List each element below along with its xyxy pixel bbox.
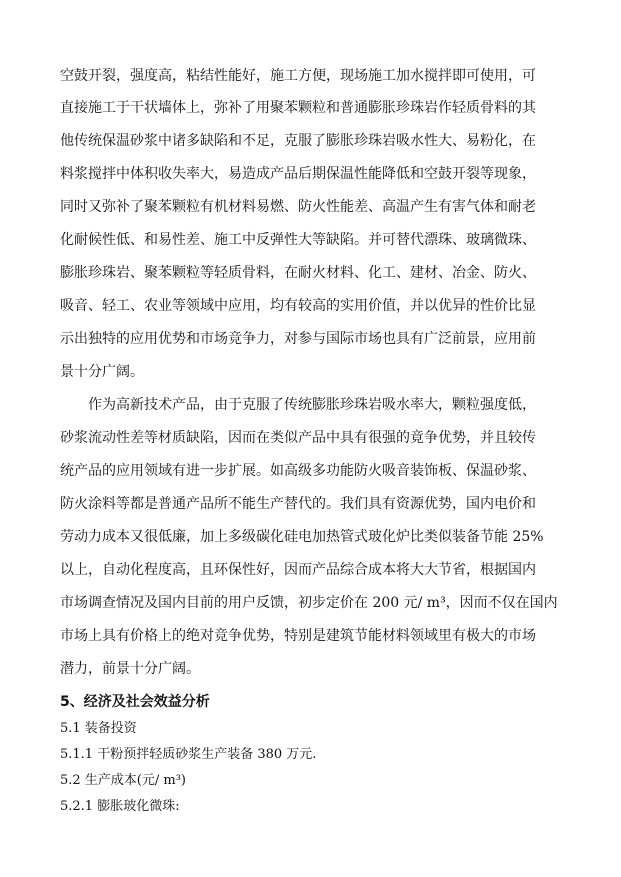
paragraph-1-line-7: 膨胀珍珠岩、聚苯颗粒等轻质骨料，在耐火材料、化工、建材、冶金、防火、 xyxy=(60,265,536,281)
paragraph-1-line-6: 化耐候性低、和易性差、施工中反弹性大等缺陷。并可替代漂珠、玻璃微珠、 xyxy=(60,232,536,248)
section-item-5-2-1: 5.2.1 膨胀玻化微珠: xyxy=(60,799,180,814)
paragraph-1-line-3: 他传统保温砂浆中诸多缺陷和不足，克服了膨胀珍珠岩吸水性大、易粉化，在 xyxy=(60,133,536,149)
paragraph-1-line-5: 同时又弥补了聚苯颗粒有机材料易燃、防火性能差、高温产生有害气体和耐老 xyxy=(60,199,536,215)
paragraph-2-line-9: 潜力，前景十分广阔。 xyxy=(60,661,200,677)
paragraph-2-line-3: 统产品的应用领域有进一步扩展。如高级多功能防火吸音装饰板、保温砂浆、 xyxy=(60,463,536,479)
paragraph-1-line-9: 示出独特的应用优势和市场竞争力，对参与国际市场也具有广泛前景，应用前 xyxy=(60,331,536,347)
section-item-5-1: 5.1 装备投资 xyxy=(60,721,137,736)
paragraph-2-line-8: 市场上具有价格上的绝对竞争优势，特别是建筑节能材料领域里有极大的市场 xyxy=(60,628,536,644)
paragraph-2-line-2: 砂浆流动性差等材质缺陷，因而在类似产品中具有很强的竟争优势，并且较传 xyxy=(60,430,536,446)
paragraph-2-line-1: 作为高新技术产品，由于克服了传统膨胀珍珠岩吸水率大，颗粒强度低， xyxy=(88,397,536,413)
paragraph-1-line-10: 景十分广阔。 xyxy=(60,364,144,380)
paragraph-1-line-2: 直接施工于干状墙体上，弥补了用聚苯颗粒和普通膨胀珍珠岩作轻质骨料的其 xyxy=(60,100,536,116)
paragraph-1-line-8: 吸音、轻工、农业等领域中应用，均有较高的实用价值，并以优异的性价比显 xyxy=(60,298,536,314)
paragraph-1-line-4: 料浆搅拌中体积收失率大，易造成产品后期保温性能降低和空鼓开裂等现象， xyxy=(60,166,536,182)
section-item-5-1-1: 5.1.1 干粉预拌轻质砂浆生产装备 380 万元. xyxy=(60,747,317,762)
paragraph-1-line-1: 空鼓开裂，强度高，粘结性能好，施工方便，现场施工加水搅拌即可使用，可 xyxy=(60,68,536,84)
section-item-5-2: 5.2 生产成本(元/ m³) xyxy=(60,773,187,788)
paragraph-2-line-7: 市场调查情况及国内目前的用户反馈，初步定价在 200 元/ m³，因而不仅在国内 xyxy=(60,595,558,611)
paragraph-2-line-5: 劳动力成本又很低廉，加上多级碳化硅电加热管式玻化炉比类似装备节能 25% xyxy=(60,529,544,545)
paragraph-2-line-6: 以上，自动化程度高，且环保性好，因而产品综合成本将大大节省，根据国内 xyxy=(60,562,536,578)
paragraph-2-line-4: 防火涂料等都是普通产品所不能生产替代的。我们具有资源优势，国内电价和 xyxy=(60,496,536,512)
section-heading: 5、经济及社会效益分析 xyxy=(60,694,210,710)
